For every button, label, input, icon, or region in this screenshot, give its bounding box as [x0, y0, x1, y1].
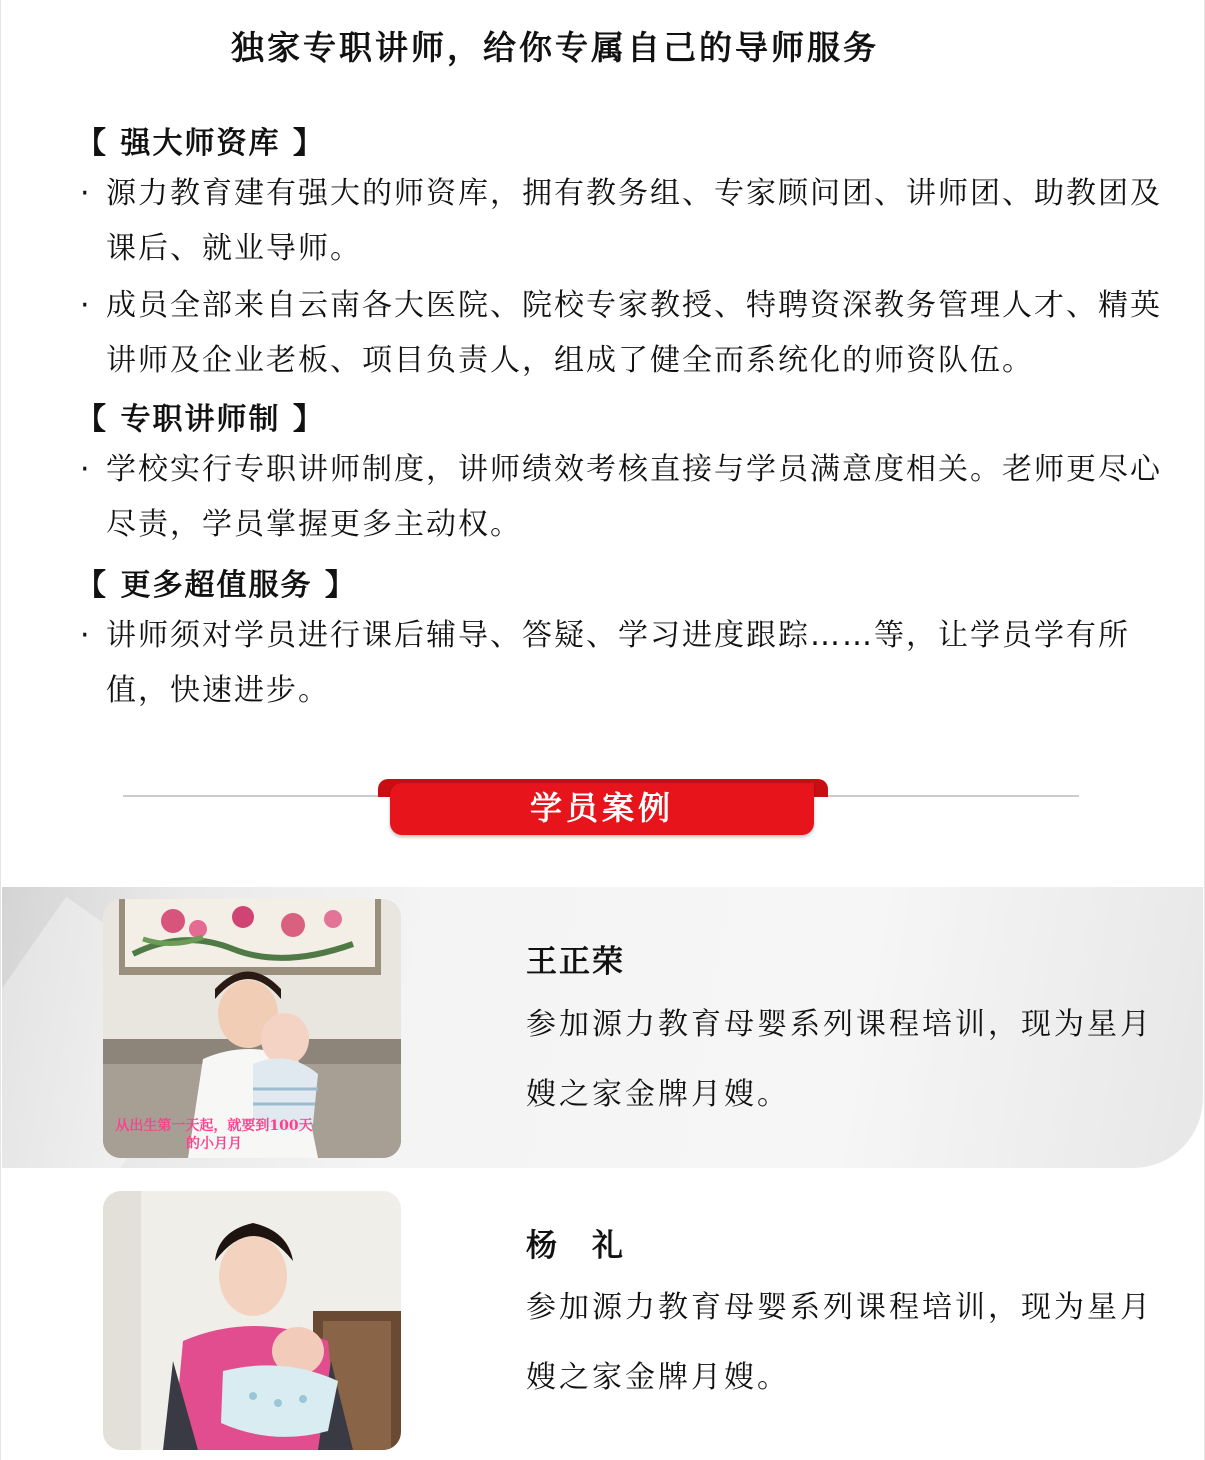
photo-caption: 从出生第一天起，就要到100天的小月月: [115, 1118, 313, 1152]
divider-line-right: [825, 795, 1079, 797]
section-heading-fulltime-lecturer: 【 专职讲师制 】: [76, 402, 325, 437]
cases-banner: 学员案例: [390, 783, 814, 835]
bullet-marker: ·: [80, 176, 92, 211]
bullet-marker: ·: [80, 618, 92, 653]
student-photo-yang: [103, 1191, 401, 1450]
bullet-text: 讲师须对学员进行课后辅导、答疑、学习进度跟踪……等，让学员学有所值，快速进步。: [106, 618, 1130, 708]
list-item: [80, 442, 1170, 552]
bullet-text: 成员全部来自云南各大医院、院校专家教授、特聘资深教务管理人才、精英讲师及企业老板、项目负责人，组成了健全而系统化的师资队伍。: [106, 288, 1162, 378]
divider-line-left: [123, 795, 381, 797]
section-heading-more-services: 【 更多超值服务 】: [76, 568, 357, 603]
bullet-text: 源力教育建有强大的师资库，拥有教务组、专家顾问团、讲师团、助教团及课后、就业导师。: [106, 176, 1162, 266]
section-heading-faculty-pool: 【 强大师资库 】: [76, 126, 325, 161]
bullet-text: 学校实行专职讲师制度，讲师绩效考核直接与学员满意度相关。老师更尽心尽责，学员掌握更多主动权。: [106, 452, 1162, 542]
student-photo-wang: [103, 899, 401, 1158]
list-item: [80, 608, 1170, 718]
student-name: 杨 礼: [526, 1228, 625, 1264]
student-description: 参加源力教育母婴系列课程培训，现为星月嫂之家金牌月嫂。: [526, 1007, 1153, 1112]
page-title: 独家专职讲师，给你专属自己的导师服务: [231, 28, 879, 67]
student-description: 参加源力教育母婴系列课程培训，现为星月嫂之家金牌月嫂。: [526, 1290, 1153, 1395]
bullet-marker: ·: [80, 452, 92, 487]
list-item: [80, 278, 1170, 388]
student-name: 王正荣: [526, 944, 625, 980]
list-item: [80, 166, 1170, 276]
bullet-marker: ·: [80, 288, 92, 323]
